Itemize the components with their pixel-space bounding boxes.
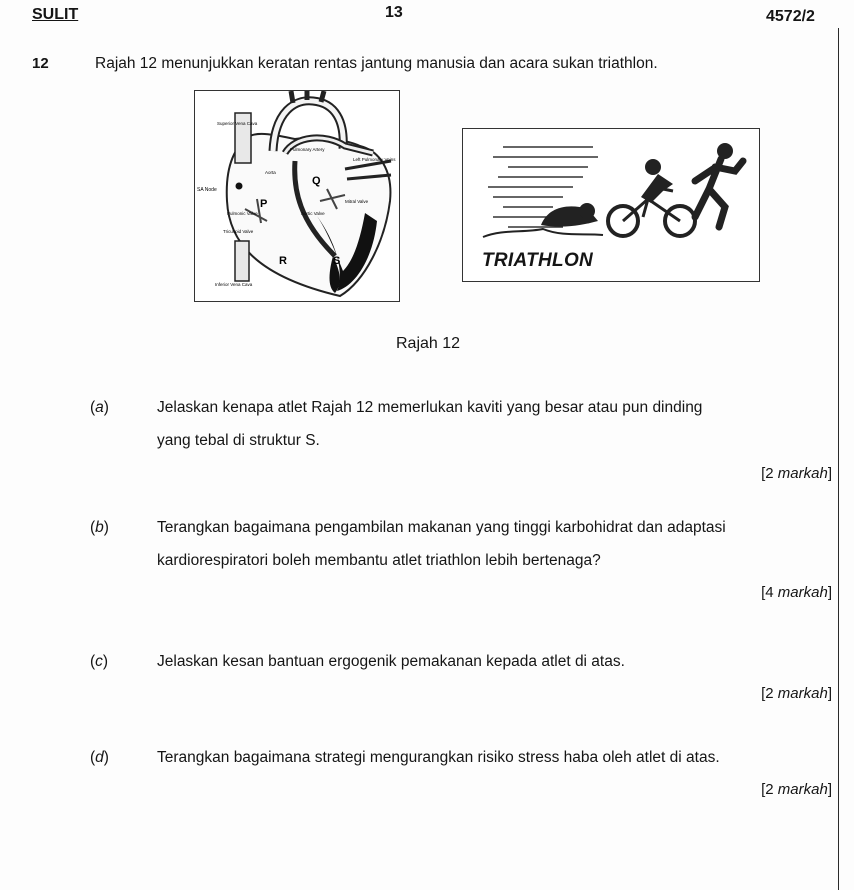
triathlon-word: TRIATHLON [482, 250, 594, 271]
part-b-line2: kardiorespiratori boleh membantu atlet triathlon lebih bertenaga? [157, 552, 601, 569]
part-c-marks: [2 markah] [761, 685, 832, 702]
label-left-pulmonary-veins: Left Pulmonary Veins [353, 157, 396, 162]
label-tricuspid-valve: Tricuspid Valve [223, 229, 254, 234]
label-pulmonary-artery: Pulmonary Artery [290, 147, 325, 152]
part-b-line1: Terangkan bagaimana pengambilan makanan yang tinggi karbohidrat dan adaptasi [157, 519, 726, 536]
label-s: S [333, 255, 341, 267]
label-mitral-valve: Mitral Valve [345, 199, 369, 204]
part-b-marks: [4 markah] [761, 584, 832, 601]
part-b-label: (b) [90, 519, 109, 536]
label-q: Q [312, 175, 321, 187]
part-a-line2: yang tebal di struktur S. [157, 432, 320, 449]
label-sa-node: SA Node [197, 187, 217, 193]
part-d-label: (d) [90, 749, 109, 766]
part-a-line1: Jelaskan kenapa atlet Rajah 12 memerlukan kaviti yang besar atau pun dinding [157, 399, 703, 416]
label-pulmonic-valve: Pulmonic Valve [227, 211, 258, 216]
label-aorta: Aorta [265, 170, 276, 175]
part-d-line1: Terangkan bagaimana strategi mengurangkan risiko stress haba oleh atlet di atas. [157, 749, 720, 766]
paper-code: 4572/2 [766, 8, 815, 25]
question-number: 12 [32, 55, 49, 72]
part-a-label: (a) [90, 399, 109, 416]
part-c-label: (c) [90, 653, 109, 670]
question-intro: Rajah 12 menunjukkan keratan rentas jantung manusia dan acara sukan triathlon. [95, 55, 658, 72]
label-r: R [279, 255, 287, 267]
label-superior-vena-cava: Superior Vena Cava [217, 121, 258, 126]
right-margin-line [838, 28, 839, 890]
label-inferior-vena-cava: Inferior Vena Cava [215, 282, 253, 287]
label-p: P [260, 198, 268, 210]
label-aortic-valve: Aortic Valve [301, 211, 325, 216]
figure-caption: Rajah 12 [396, 335, 461, 352]
part-d-marks: [2 markah] [761, 781, 832, 798]
header-sulit: SULIT [32, 6, 79, 23]
part-c-line1: Jelaskan kesan bantuan ergogenik pemakanan kepada atlet di atas. [157, 653, 625, 670]
heart-diagram [194, 90, 400, 302]
part-a-marks: [2 markah] [761, 465, 832, 482]
page-number: 13 [385, 4, 403, 21]
